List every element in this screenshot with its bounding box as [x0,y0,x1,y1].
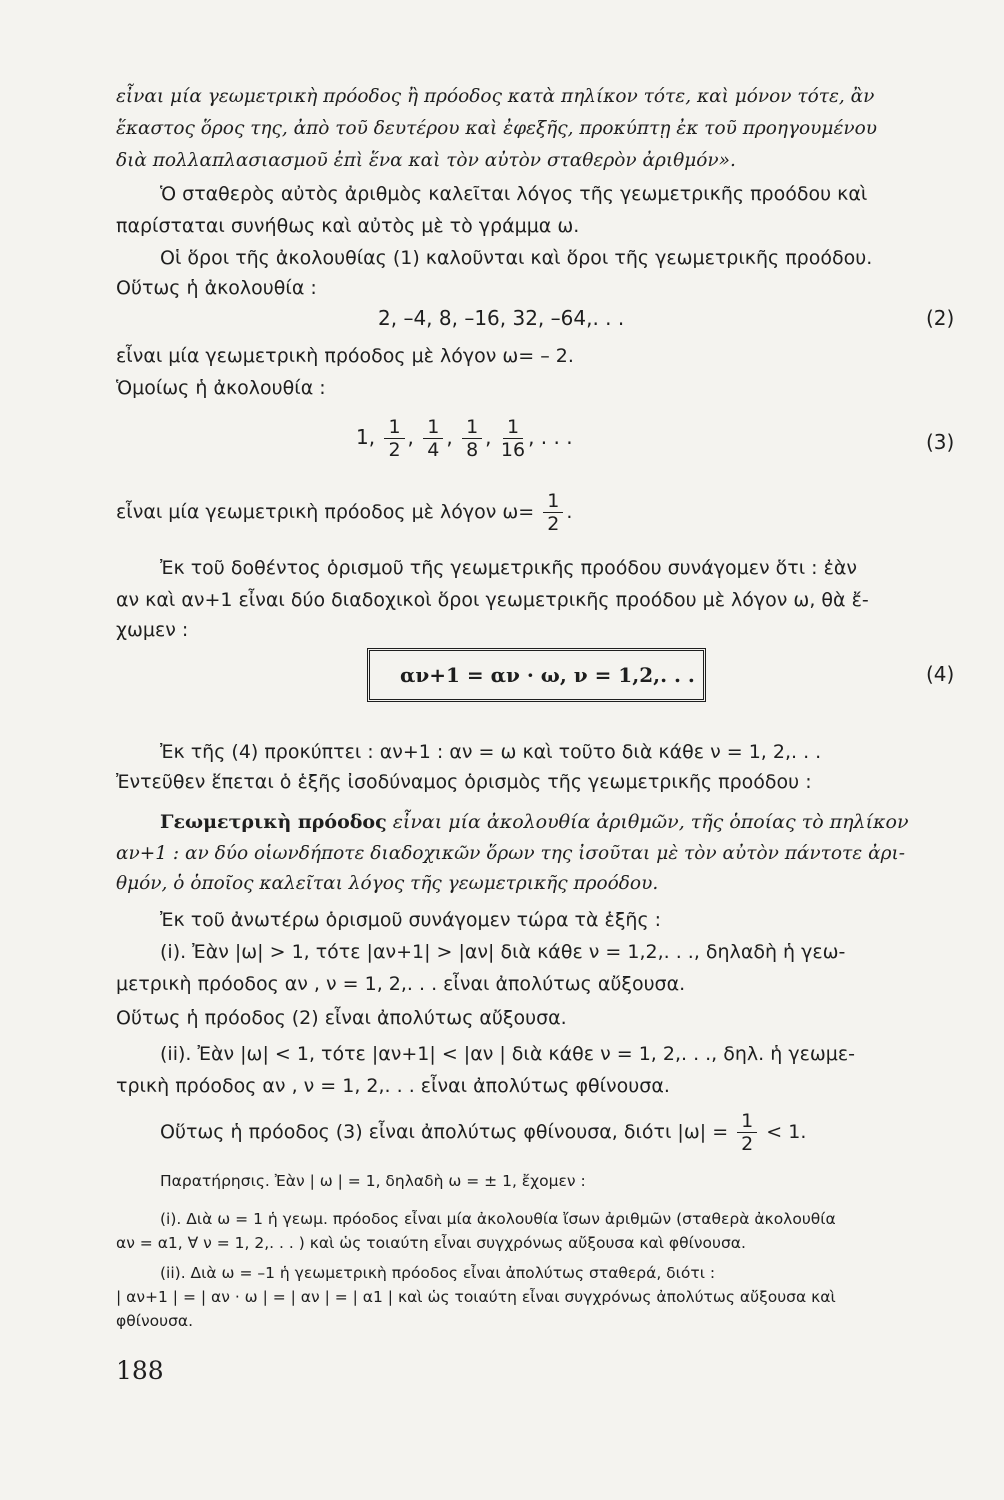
similarly-line: Ὁμοίως ἡ ἀκολουθία : [116,377,326,399]
case-ii-line-1: (ii). Ἐὰν |ω| < 1, τότε |αν+1| < |αν | διὰ κάθε ν = 1, 2,. . ., δηλ. ἡ γεωμε- [160,1043,855,1065]
remark-ii-line-2: | αν+1 | = | αν · ω | = | αν | = | α1 | καὶ ὡς τοιαύτη εἶναι συγχρόνως ἀπολύτως αὔξουσα καὶ [116,1288,836,1306]
fraction-half: $\frac{1}{2}$ [384,416,404,461]
paragraph-ratio-line-2: παρίσταται συνήθως καὶ αὐτὸς μὲ τὸ γράμμα ω. [116,215,580,237]
consequences-intro: Ἐκ τοῦ ἀνωτέρω ὁρισμοῦ συνάγομεν τώρα τὰ ἑξῆς : [160,909,662,931]
consequence-line-1: Ἐκ τοῦ δοθέντος ὁρισμοῦ τῆς γεωμετρικῆς προόδου συνάγομεν ὅτι : ἐὰν [160,557,858,579]
equation-2: 2, –4, 8, –16, 32, –64,. . . [378,306,625,330]
remark-i-line-1: (i). Διὰ ω = 1 ἡ γεωμ. πρόοδος εἶναι μία ἀκολουθία ἴσων ἀριθμῶν (σταθερὰ ἀκολουθία [160,1210,836,1228]
fraction-sixteenth: $\frac{1}{16}$ [500,416,526,461]
case-i-line-1: (i). Ἐὰν |ω| > 1, τότε |αν+1| > |αν| διὰ κάθε ν = 1,2,. . ., δηλαδὴ ἡ γεω- [160,941,846,963]
consequence-line-2: αν καὶ αν+1 εἶναι δύο διαδοχικοὶ ὅροι γεωμετρικῆς προόδου μὲ λόγον ω, θὰ ἔ- [116,589,869,611]
equation-4: αν+1 = αν · ω, ν = 1,2,. . . [400,663,695,687]
equation-4-tag: (4) [926,662,955,686]
fraction-eighth: $\frac{1}{8}$ [462,416,482,461]
paragraph-ratio-line-1: Ὁ σταθερὸς αὐτὸς ἀριθμὸς καλεῖται λόγος τῆς γεωμετρικῆς προόδου καὶ [160,183,868,205]
definition-line-1: εἶναι μία γεωμετρικὴ πρόοδος ἢ πρόοδος κατὰ πηλίκον τότε, καὶ μόνον τότε, ἂν [116,86,875,107]
ratio-consequence-line: Ἐκ τῆς (4) προκύπτει : αν+1 : αν = ω καὶ τοῦτο διὰ κάθε ν = 1, 2,. . . [160,741,822,763]
case-ii-example: Οὕτως ἡ πρόοδος (3) εἶναι ἀπολύτως φθίνουσα, διότι |ω| = $\frac{1}{2}$ < 1. [160,1110,807,1155]
paragraph-terms-line-1: Οἱ ὅροι τῆς ἀκολουθίας (1) καλοῦνται καὶ ὅροι τῆς γεωμετρικῆς προόδου. [160,247,873,269]
equation-3-ellipsis: . . . [540,425,573,449]
remark-i-line-2: αν = α1, ∀ ν = 1, 2,. . . ) καὶ ὡς τοιαύτη εἶναι συγχρόνως αὔξουσα καὶ φθίνουσα. [116,1234,746,1252]
remark-ii-line-1: (ii). Διὰ ω = –1 ἡ γεωμετρικὴ πρόοδος εἶναι ἀπολύτως σταθερά, διότι : [160,1264,716,1282]
remark-ii-line-3: φθίνουσα. [116,1312,194,1330]
equation-2-comment: εἶναι μία γεωμετρικὴ πρόοδος μὲ λόγον ω= – 2. [116,345,574,367]
case-i-line-2: μετρικὴ πρόοδος αν , ν = 1, 2,. . . εἶναι ἀπολύτως αὔξουσα. [116,973,686,995]
definition-line-3: διὰ πολλαπλασιασμοῦ ἐπὶ ἕνα καὶ τὸν αὐτὸν σταθερὸν ἀριθμόν». [116,150,736,171]
equivalent-definition-line-2: αν+1 : αν δύο οἱωνδήποτε διαδοχικῶν ὅρων της ἰσοῦται μὲ τὸν αὐτὸν πάντοτε ἀρι- [116,843,905,864]
definition-line-2: ἕκαστος ὅρος της, ἀπὸ τοῦ δευτέρου καὶ ἐφεξῆς, προκύπτῃ ἐκ τοῦ προηγουμένου [116,118,878,139]
equivalent-definition-line-1: Γεωμετρικὴ πρόοδος εἶναι μία ἀκολουθία ἀριθμῶν, τῆς ὁποίας τὸ πηλίκον [160,811,909,833]
equation-3-tag: (3) [926,430,955,454]
equation-2-tag: (2) [926,306,955,330]
equation-3: 1, $\frac{1}{2}$ , $\frac{1}{4}$ , $\frac{1}{8}$ , $\frac{1}{16}$ , . . . [356,416,573,461]
equation-3-comment: εἶναι μία γεωμετρικὴ πρόοδος μὲ λόγον ω= $\frac{1}{2}$ . [116,490,573,535]
fraction-quarter: $\frac{1}{4}$ [423,416,443,461]
remark-heading: Παρατήρησις. Ἐὰν | ω | = 1, δηλαδὴ ω = ± 1, ἔχομεν : [160,1172,586,1190]
paragraph-terms-line-2: Οὕτως ἡ ἀκολουθία : [116,277,317,299]
consequence-line-3: χωμεν : [116,619,189,641]
page-number: 188 [116,1356,164,1385]
equivalent-definition-line-3: θμόν, ὁ ὁποῖος καλεῖται λόγος τῆς γεωμετρικῆς προόδου. [116,873,659,894]
boxed-equation-4 [367,648,706,702]
equivalent-definition-intro: Ἐντεῦθεν ἕπεται ὁ ἑξῆς ἰσοδύναμος ὁρισμὸς τῆς γεωμετρικῆς προόδου : [116,771,812,793]
case-i-example: Οὕτως ἡ πρόοδος (2) εἶναι ἀπολύτως αὔξουσα. [116,1007,567,1029]
half-fraction: $\frac{1}{2}$ [737,1110,757,1155]
equation-3-first-term: 1, [356,425,376,449]
case-ii-line-2: τρικὴ πρόοδος αν , ν = 1, 2,. . . εἶναι ἀπολύτως φθίνουσα. [116,1075,670,1097]
ratio-fraction: $\frac{1}{2}$ [543,490,563,535]
